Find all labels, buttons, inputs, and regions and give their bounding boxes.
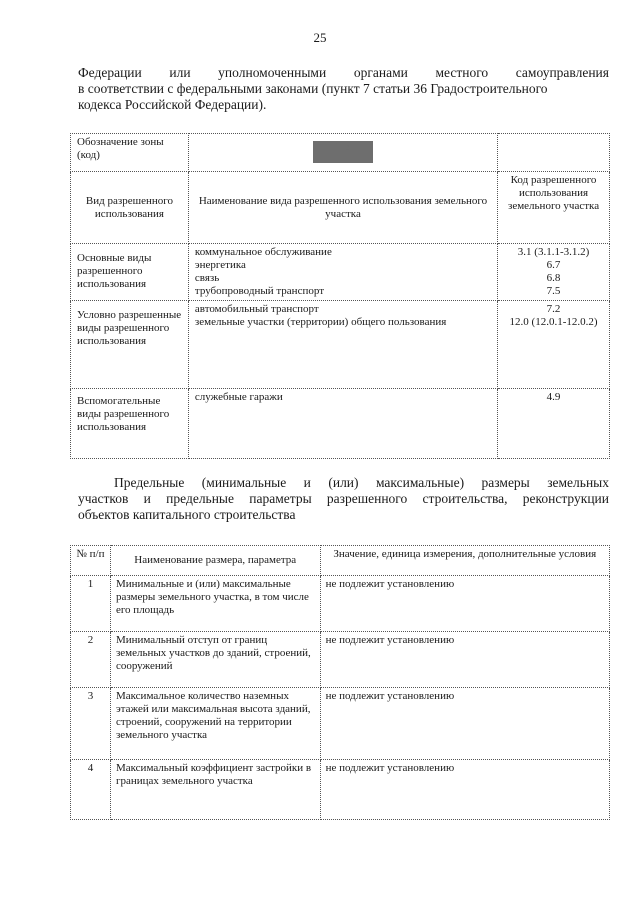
- header-type: Вид разрешенного использования: [71, 172, 189, 244]
- params-table: [70, 545, 610, 820]
- row-names-main: [188, 244, 497, 301]
- row-type-conditional: Условно разрешенные виды разрешенного использования: [71, 301, 189, 389]
- params-row-value: не подлежит установлению: [320, 632, 609, 688]
- params-row-num: 4: [71, 760, 111, 820]
- params-header-value: Значение, единица измерения, дополнительные условия: [320, 546, 609, 576]
- zone-label-cell: Обозначение зоны (код): [71, 134, 189, 172]
- params-header-name: Наименование размера, параметра: [110, 546, 320, 576]
- row-type-main: Основные виды разрешенного использования: [71, 244, 189, 301]
- name-item: энергетика: [194, 259, 246, 271]
- code-item: 7.5: [546, 285, 561, 297]
- zone-code-cell: [188, 134, 497, 172]
- row-codes-conditional: [498, 301, 610, 389]
- section-heading-line-1: Предельные (минимальные и (или) максимальные) размеры земельных: [114, 475, 609, 490]
- page-number: 25: [313, 30, 327, 45]
- params-row-num: 1: [71, 576, 111, 632]
- params-row-num: 3: [71, 688, 111, 760]
- params-row-name: Максимальный коэффициент застройки в границах земельного участка: [110, 760, 320, 820]
- name-item: связь: [194, 272, 220, 284]
- section-heading-line-3: объектов капитального строительства: [78, 507, 296, 522]
- code-item: 3.1 (3.1.1-3.1.2): [517, 246, 590, 258]
- section-heading-line-2: участков и предельные параметры разрешенного строительства, реконструкции: [78, 491, 609, 506]
- zone-code-badge: Т.3: [313, 141, 373, 163]
- params-header-num: № п/п: [71, 546, 111, 576]
- code-item: 6.8: [546, 272, 561, 284]
- name-item: автомобильный транспорт: [194, 303, 319, 315]
- params-row-value: не подлежит установлению: [320, 688, 609, 760]
- intro-line-2: в соответствии с федеральными законами (пункт 7 статьи 36 Градостроительного: [78, 81, 548, 96]
- row-codes-auxiliary: [498, 389, 610, 459]
- params-row-name: Минимальные и (или) максимальные размеры земельного участка, в том числе его площадь: [110, 576, 320, 632]
- row-names-auxiliary: [188, 389, 497, 459]
- intro-line-3: кодекса Российской Федерации).: [78, 97, 267, 112]
- params-row-name: Минимальный отступ от границ земельных участков до зданий, строений, сооружений: [110, 632, 320, 688]
- name-item: служебные гаражи: [194, 391, 283, 403]
- params-row-value: не подлежит установлению: [320, 576, 609, 632]
- row-names-conditional: [188, 301, 497, 389]
- intro-line-1: Федерации или уполномоченными органами местного самоуправления: [78, 65, 609, 80]
- row-type-auxiliary: Вспомогательные виды разрешенного использования: [71, 389, 189, 459]
- name-item: земельные участки (территории) общего пользования: [194, 316, 447, 328]
- header-code: Код разрешенного использования земельного участка: [498, 172, 610, 244]
- zone-empty-cell: [498, 134, 610, 172]
- code-item: 6.7: [546, 259, 561, 271]
- name-item: коммунальное обслуживание: [194, 246, 332, 258]
- code-item: 12.0 (12.0.1-12.0.2): [509, 316, 598, 328]
- params-row-num: 2: [71, 632, 111, 688]
- code-item: 4.9: [546, 391, 561, 403]
- code-item: 7.2: [546, 303, 561, 315]
- header-name: Наименование вида разрешенного использования земельного участка: [188, 172, 497, 244]
- params-row-name: Максимальное количество наземных этажей или максимальная высота зданий, строений, сооружений на территории земельного участка: [110, 688, 320, 760]
- name-item: трубопроводный транспорт: [194, 285, 324, 297]
- intro-paragraph: [78, 65, 609, 113]
- section-heading: [78, 475, 609, 523]
- zone-table: [70, 133, 610, 459]
- params-row-value: не подлежит установлению: [320, 760, 609, 820]
- row-codes-main: [498, 244, 610, 301]
